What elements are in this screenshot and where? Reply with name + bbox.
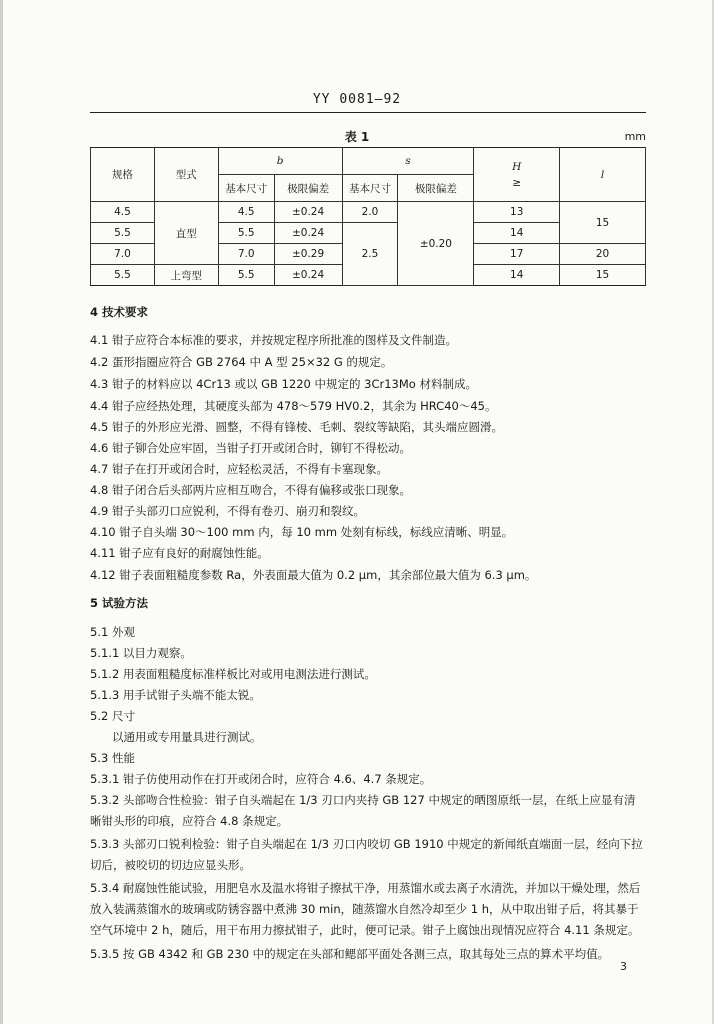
header-rule	[90, 112, 646, 113]
cell-b-tol: ±0.29	[274, 244, 342, 265]
cell-l: 15	[560, 202, 646, 244]
cell-H: 17	[474, 244, 560, 265]
cell-spec: 4.5	[91, 202, 155, 223]
col-header-b-basic: 基本尺寸	[218, 175, 274, 202]
cell-type-straight: 直型	[154, 202, 218, 265]
cell-spec: 5.5	[91, 223, 155, 244]
cell-b-basic: 5.5	[218, 265, 274, 286]
table-caption: 表 1	[344, 130, 370, 144]
col-header-H-ge: ≥	[512, 176, 522, 189]
clause-5-1-1: 5.1.1 以目力观察。	[90, 646, 192, 660]
section-5-title: 5 试验方法	[90, 596, 149, 610]
col-header-s: s	[342, 148, 474, 175]
clause-5-2-text: 以通用或专用量具进行测试。	[112, 730, 262, 744]
clause-5-3-1: 5.3.1 钳子仿使用动作在打开或闭合时，应符合 4.6、4.7 条规定。	[90, 772, 432, 786]
col-header-b: b	[218, 148, 342, 175]
clause-4-11: 4.11 钳子应有良好的耐腐蚀性能。	[90, 546, 269, 560]
clause-4-9: 4.9 钳子头部刃口应锐利，不得有卷刃、崩刃和裂纹。	[90, 504, 365, 518]
cell-b-tol: ±0.24	[274, 223, 342, 244]
col-header-l: l	[560, 148, 646, 202]
clause-5-3-4: 5.3.4 耐腐蚀性能试验，用肥皂水及温水将钳子擦拭干净，用蒸馏水或去离子水清洗，并加以干燥处理，然后放入装满蒸馏水的玻璃或防锈容器中煮沸 30 min，随蒸馏水自然冷却至少 1 h，从中取出钳子后，将其暴于空气环境中 2 h，随后，用干布用力擦拭钳子，此时，便可记录。钳子上腐蚀出现情况应符合 4.11 条规定。	[90, 881, 641, 937]
clause-4-10: 4.10 钳子自头端 30～100 mm 内，每 10 mm 处刻有标线，标线应清晰、明显。	[90, 525, 514, 539]
col-header-type: 型式	[154, 148, 218, 202]
clause-4-3: 4.3 钳子的材料应以 4Cr13 或以 GB 1220 中规定的 3Cr13Mo 材料制成。	[90, 377, 477, 391]
section-4-title: 4 技术要求	[90, 305, 149, 319]
col-header-H	[474, 148, 560, 202]
scan-edge	[0, 0, 3, 1024]
cell-l: 20	[560, 244, 646, 265]
clause-5-3: 5.3 性能	[90, 751, 135, 765]
cell-H: 13	[474, 202, 560, 223]
page-number: 3	[620, 960, 627, 973]
cell-b-tol: ±0.24	[274, 202, 342, 223]
cell-b-basic: 4.5	[218, 202, 274, 223]
cell-type: 上弯型	[154, 265, 218, 286]
col-header-s-tol: 极限偏差	[398, 175, 474, 202]
clause-5-3-2: 5.3.2 头部吻合性检验：钳子自头端起在 1/3 刃口内夹持 GB 127 中规定的晒图原纸一层，在纸上应显有清晰钳头形的印痕，应符合 4.8 条规定。	[90, 793, 636, 828]
col-header-H-label: H	[512, 160, 522, 173]
cell-b-basic: 7.0	[218, 244, 274, 265]
clause-4-12: 4.12 钳子表面粗糙度参数 Ra，外表面最大值为 0.2 μm，其余部位最大值为 6.3 μm。	[90, 568, 537, 582]
cell-H: 14	[474, 265, 560, 286]
clause-4-7: 4.7 钳子在打开或闭合时，应轻松灵活，不得有卡塞现象。	[90, 462, 388, 476]
col-header-s-basic: 基本尺寸	[342, 175, 398, 202]
clause-4-4: 4.4 钳子应经热处理，其硬度头部为 478～579 HV0.2，其余为 HRC40～45。	[90, 399, 497, 413]
table-row	[91, 202, 646, 223]
clause-5-1: 5.1 外观	[90, 625, 135, 639]
clause-5-2: 5.2 尺寸	[90, 709, 135, 723]
spec-table	[90, 147, 646, 286]
clause-5-3-3: 5.3.3 头部刃口锐利检验：钳子自头端起在 1/3 刃口内咬切 GB 1910 中规定的新闻纸直端面一层，经向下拉切后，被咬切的切边应显头形。	[90, 837, 643, 872]
clause-5-1-2: 5.1.2 用表面粗糙度标准样板比对或用电测法进行测试。	[90, 667, 376, 681]
clause-4-5: 4.5 钳子的外形应光滑、圆整，不得有锋棱、毛刺、裂纹等缺陷，其头端应圆滑。	[90, 420, 503, 434]
cell-H: 14	[474, 223, 560, 244]
cell-spec: 7.0	[91, 244, 155, 265]
clause-5-3-5: 5.3.5 按 GB 4342 和 GB 230 中的规定在头部和鳃部平面处各测三点，取其每处三点的算术平均值。	[90, 947, 610, 961]
clause-4-8: 4.8 钳子闭合后头部两片应相互吻合，不得有偏移或张口现象。	[90, 483, 411, 497]
cell-l: 15	[560, 265, 646, 286]
clause-4-2: 4.2 蛋形指圈应符合 GB 2764 中 A 型 25×32 G 的规定。	[90, 355, 393, 369]
clause-4-6: 4.6 钳子铆合处应牢固，当钳子打开或闭合时，铆钉不得松动。	[90, 441, 411, 455]
table-unit: mm	[624, 130, 646, 143]
clause-4-1: 4.1 钳子应符合本标准的要求，并按规定程序所批准的图样及文件制造。	[90, 333, 457, 347]
cell-b-tol: ±0.24	[274, 265, 342, 286]
cell-b-basic: 5.5	[218, 223, 274, 244]
cell-s-basic: 2.0	[342, 202, 398, 223]
col-header-spec: 规格	[91, 148, 155, 202]
col-header-b-tol: 极限偏差	[274, 175, 342, 202]
standard-code-header: YY 0081—92	[312, 92, 402, 107]
cell-s-tol: ±0.20	[398, 202, 474, 286]
clause-5-1-3: 5.1.3 用手试钳子头端不能太锐。	[90, 688, 261, 702]
cell-s-basic: 2.5	[342, 223, 398, 286]
cell-spec: 5.5	[91, 265, 155, 286]
